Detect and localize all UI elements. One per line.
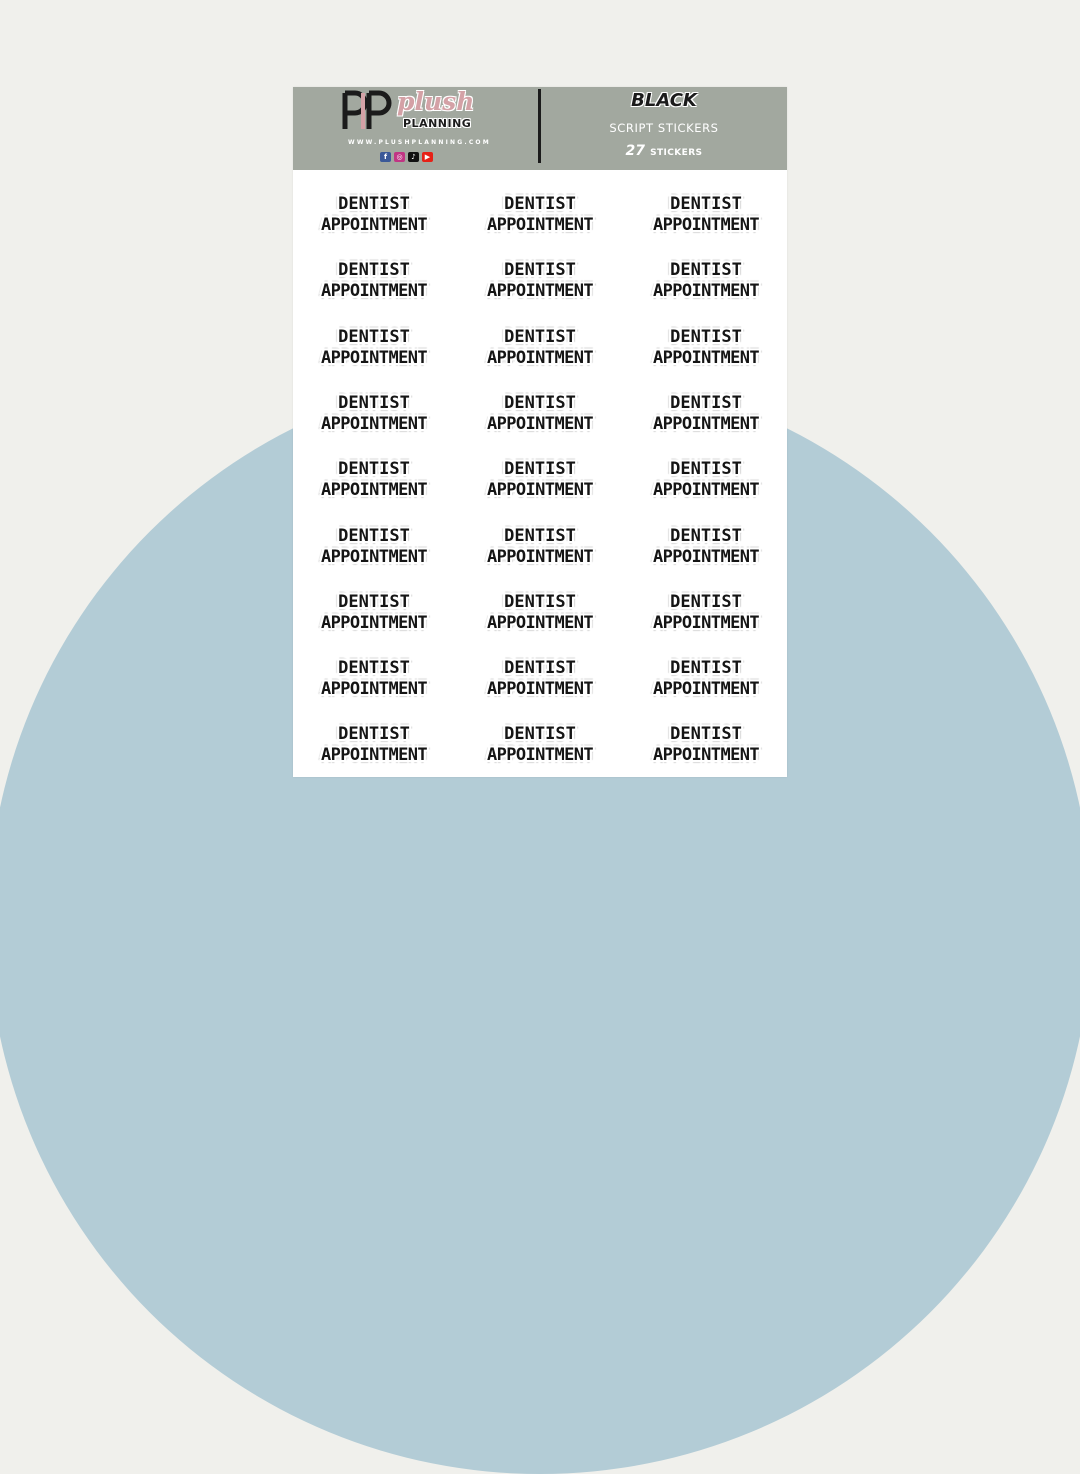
sticker-line-2: APPOINTMENT bbox=[487, 348, 593, 368]
logo-script-text: plush bbox=[397, 87, 475, 116]
sticker-line-2: APPOINTMENT bbox=[653, 480, 759, 500]
sticker-line-1: DENTIST bbox=[504, 592, 576, 612]
sticker-line-2: APPOINTMENT bbox=[653, 348, 759, 368]
sticker-line-2: APPOINTMENT bbox=[321, 745, 427, 765]
logo-name-text: PLANNING bbox=[403, 117, 472, 130]
sticker-line-1: DENTIST bbox=[338, 526, 410, 546]
sticker-dentist-appointment bbox=[304, 393, 444, 443]
sticker-line-2: APPOINTMENT bbox=[487, 679, 593, 699]
sticker-count bbox=[541, 140, 787, 159]
sticker-dentist-appointment bbox=[470, 526, 610, 576]
sticker-dentist-appointment bbox=[636, 393, 776, 443]
sticker-line-1: DENTIST bbox=[338, 260, 410, 280]
sticker-line-1: DENTIST bbox=[670, 526, 742, 546]
sticker-line-2: APPOINTMENT bbox=[487, 414, 593, 434]
sticker-dentist-appointment bbox=[304, 327, 444, 377]
sticker-line-1: DENTIST bbox=[338, 724, 410, 744]
sticker-dentist-appointment bbox=[470, 327, 610, 377]
sticker-dentist-appointment bbox=[470, 724, 610, 774]
sticker-line-2: APPOINTMENT bbox=[487, 215, 593, 235]
sticker-dentist-appointment bbox=[470, 194, 610, 244]
sticker-dentist-appointment bbox=[304, 459, 444, 509]
sticker-dentist-appointment bbox=[470, 658, 610, 708]
sticker-line-2: APPOINTMENT bbox=[653, 215, 759, 235]
sticker-dentist-appointment bbox=[304, 526, 444, 576]
sticker-line-1: DENTIST bbox=[338, 194, 410, 214]
sticker-count-label: STICKERS bbox=[650, 148, 703, 158]
sticker-line-2: APPOINTMENT bbox=[321, 547, 427, 567]
sticker-dentist-appointment bbox=[304, 658, 444, 708]
sticker-dentist-appointment bbox=[304, 194, 444, 244]
sticker-line-1: DENTIST bbox=[504, 327, 576, 347]
sticker-line-1: DENTIST bbox=[670, 724, 742, 744]
sticker-line-1: DENTIST bbox=[338, 592, 410, 612]
sticker-dentist-appointment bbox=[470, 260, 610, 310]
product-type: SCRIPT STICKERS bbox=[609, 121, 719, 135]
sticker-line-1: DENTIST bbox=[670, 658, 742, 678]
sticker-dentist-appointment bbox=[470, 393, 610, 443]
sticker-line-1: DENTIST bbox=[670, 459, 742, 479]
sticker-dentist-appointment bbox=[636, 658, 776, 708]
social-icons bbox=[380, 152, 433, 162]
instagram-icon: ◎ bbox=[394, 152, 405, 162]
sticker-line-1: DENTIST bbox=[670, 194, 742, 214]
sticker-dentist-appointment bbox=[636, 592, 776, 642]
sticker-line-2: APPOINTMENT bbox=[321, 480, 427, 500]
sticker-dentist-appointment bbox=[636, 459, 776, 509]
sticker-dentist-appointment bbox=[636, 194, 776, 244]
sticker-line-1: DENTIST bbox=[338, 658, 410, 678]
youtube-icon: ▶ bbox=[422, 152, 433, 162]
tiktok-icon: ♪ bbox=[408, 152, 419, 162]
sticker-line-1: DENTIST bbox=[670, 592, 742, 612]
sticker-line-1: DENTIST bbox=[338, 393, 410, 413]
sticker-line-1: DENTIST bbox=[670, 393, 742, 413]
website-url: WWW.PLUSHPLANNING.COM bbox=[348, 139, 491, 146]
sticker-sheet bbox=[293, 87, 787, 777]
sticker-line-1: DENTIST bbox=[338, 459, 410, 479]
sticker-line-1: DENTIST bbox=[504, 459, 576, 479]
sticker-line-2: APPOINTMENT bbox=[321, 414, 427, 434]
sticker-dentist-appointment bbox=[636, 327, 776, 377]
sticker-line-2: APPOINTMENT bbox=[487, 480, 593, 500]
sticker-line-2: APPOINTMENT bbox=[321, 613, 427, 633]
sticker-dentist-appointment bbox=[636, 260, 776, 310]
sticker-line-1: DENTIST bbox=[670, 327, 742, 347]
sticker-dentist-appointment bbox=[636, 724, 776, 774]
sticker-line-2: APPOINTMENT bbox=[653, 414, 759, 434]
sticker-line-2: APPOINTMENT bbox=[487, 745, 593, 765]
sticker-line-1: DENTIST bbox=[504, 658, 576, 678]
sticker-line-2: APPOINTMENT bbox=[653, 281, 759, 301]
sticker-line-1: DENTIST bbox=[670, 260, 742, 280]
sticker-line-2: APPOINTMENT bbox=[321, 215, 427, 235]
sheet-header bbox=[293, 87, 787, 170]
sticker-line-1: DENTIST bbox=[504, 526, 576, 546]
sticker-line-2: APPOINTMENT bbox=[653, 745, 759, 765]
sticker-dentist-appointment bbox=[304, 724, 444, 774]
sticker-line-1: DENTIST bbox=[504, 260, 576, 280]
facebook-icon: f bbox=[380, 152, 391, 162]
sticker-line-1: DENTIST bbox=[504, 724, 576, 744]
sticker-line-2: APPOINTMENT bbox=[321, 348, 427, 368]
sticker-line-2: APPOINTMENT bbox=[487, 547, 593, 567]
pp-monogram-icon bbox=[341, 89, 393, 131]
sticker-line-2: APPOINTMENT bbox=[487, 281, 593, 301]
sticker-dentist-appointment bbox=[304, 260, 444, 310]
product-color: BLACK bbox=[631, 90, 697, 111]
sticker-line-1: DENTIST bbox=[338, 327, 410, 347]
sticker-line-2: APPOINTMENT bbox=[653, 679, 759, 699]
sticker-line-2: APPOINTMENT bbox=[487, 613, 593, 633]
sticker-line-2: APPOINTMENT bbox=[653, 547, 759, 567]
sticker-dentist-appointment bbox=[304, 592, 444, 642]
sticker-line-1: DENTIST bbox=[504, 393, 576, 413]
sticker-line-2: APPOINTMENT bbox=[321, 281, 427, 301]
sticker-line-2: APPOINTMENT bbox=[653, 613, 759, 633]
sticker-line-1: DENTIST bbox=[504, 194, 576, 214]
sticker-line-2: APPOINTMENT bbox=[321, 679, 427, 699]
sticker-count-number: 27 bbox=[625, 143, 646, 159]
sticker-dentist-appointment bbox=[470, 592, 610, 642]
sticker-dentist-appointment bbox=[636, 526, 776, 576]
sticker-dentist-appointment bbox=[470, 459, 610, 509]
